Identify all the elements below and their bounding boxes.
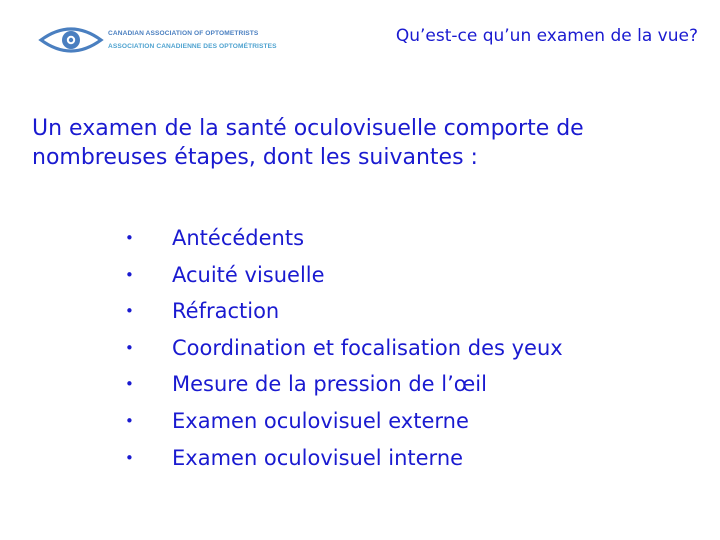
list-item-text: Antécédents: [172, 226, 305, 250]
logo: [38, 22, 298, 58]
intro-paragraph: Un examen de la santé oculovisuelle comporte de nombreuses étapes, dont les suivantes :: [32, 116, 584, 170]
bullet-icon: •: [125, 411, 134, 430]
bullet-icon: •: [125, 338, 134, 357]
bullet-icon: •: [125, 302, 134, 321]
list-item-text: Acuité visuelle: [172, 262, 325, 287]
bullet-icon: •: [125, 448, 134, 467]
slide-header: [0, 0, 720, 80]
list-item-text: Examen oculovisuel interne: [172, 445, 464, 470]
logo-name-fr: ASSOCIATION CANADIENNE DES OPTOMÉTRISTES: [108, 43, 277, 50]
logo-text: [108, 27, 277, 53]
bullet-icon: •: [125, 265, 134, 284]
list-item-text: Coordination et focalisation des yeux: [172, 335, 563, 360]
eye-icon: [38, 22, 104, 58]
bullet-icon: •: [125, 375, 134, 394]
list-item-text: Examen oculovisuel externe: [172, 408, 469, 433]
list-item-text: Réfraction: [172, 299, 280, 324]
list-item-text: Mesure de la pression de l’œil: [172, 372, 487, 397]
logo-name-en: CANADIAN ASSOCIATION OF OPTOMETRISTS: [108, 30, 259, 37]
bullet-icon: •: [125, 229, 134, 247]
slide-title: Qu’est-ce qu’un examen de la vue?: [395, 26, 698, 46]
